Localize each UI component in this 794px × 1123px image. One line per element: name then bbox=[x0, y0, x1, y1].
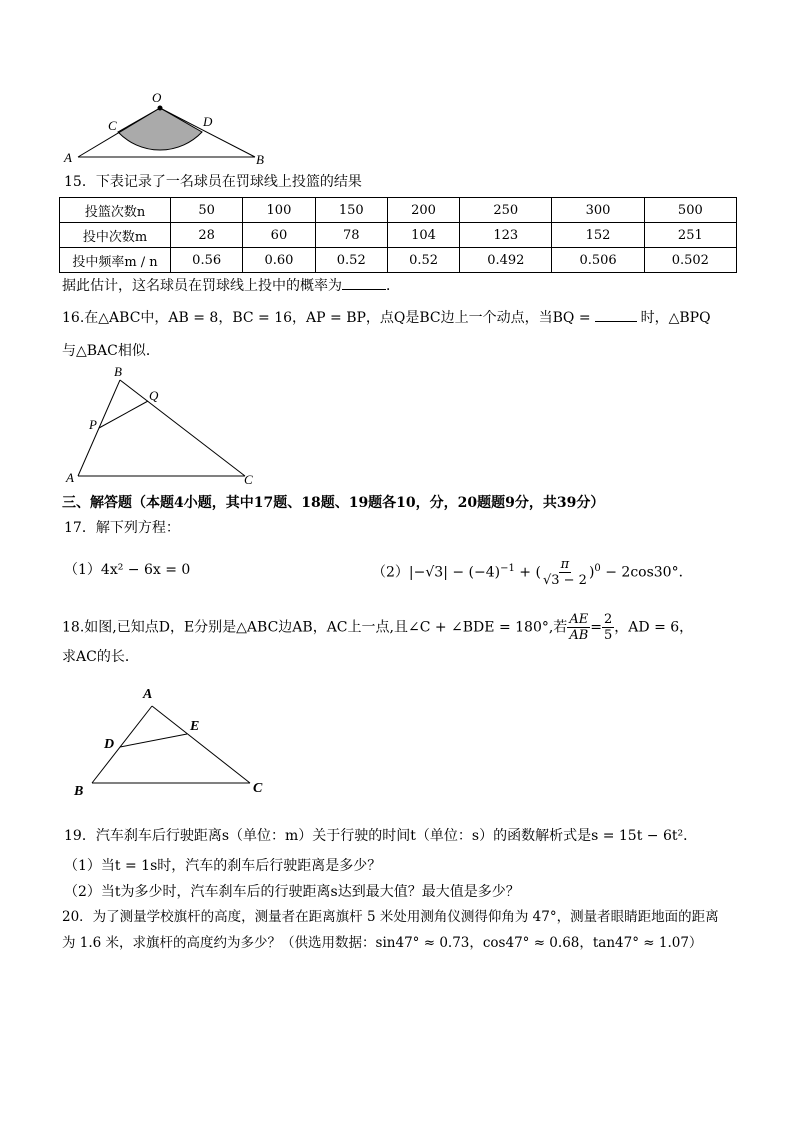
row-label: 投中次数m bbox=[60, 223, 171, 248]
q15-after-end: ． bbox=[386, 278, 400, 294]
q18-line1-b: ，AD = 6， bbox=[614, 619, 694, 636]
label-C: C bbox=[108, 118, 117, 133]
shaded-sector bbox=[118, 108, 202, 150]
row-label: 投中频率m / n bbox=[60, 248, 171, 273]
label-P: P bbox=[89, 417, 97, 432]
q18-fraction-2-5 bbox=[602, 612, 614, 643]
table-cell: 0.502 bbox=[644, 248, 736, 273]
table-cell: 152 bbox=[552, 223, 644, 248]
table-cell: 0.492 bbox=[460, 248, 552, 273]
q17-p2-exp0: 0 bbox=[594, 563, 601, 574]
q17-title: 17．解下列方程： bbox=[64, 520, 180, 536]
line-BC bbox=[120, 380, 245, 476]
triangle-ade-figure bbox=[70, 682, 280, 800]
q18-frac2-den: 5 bbox=[604, 628, 613, 643]
table-cell: 251 bbox=[644, 223, 736, 248]
label-B: B bbox=[256, 152, 264, 167]
q17-part1: （1）4x² − 6x = 0 bbox=[64, 562, 191, 578]
q18-line1-a: 18.如图,已知点D，E分别是△ABC边AB，AC上一点,且∠C + ∠BDE = 180°,若 bbox=[62, 619, 568, 636]
q17-p2-end: − 2cos30°． bbox=[600, 564, 693, 581]
q18-frac1-num: AE bbox=[569, 612, 589, 627]
q15-after-text: 据此估计，这名球员在罚球线上投中的概率为 bbox=[62, 278, 342, 294]
q15-text: 15．下表记录了一名球员在罚球线上投篮的结果 bbox=[64, 174, 362, 190]
table-cell: 0.60 bbox=[243, 248, 315, 273]
q18-line1 bbox=[62, 612, 693, 643]
q17-p2-close: ) bbox=[588, 564, 595, 581]
label-O: O bbox=[152, 90, 162, 105]
table-cell: 0.52 bbox=[315, 248, 387, 273]
q18-fraction-ae-ab bbox=[567, 612, 590, 643]
sector-figure bbox=[60, 88, 270, 168]
table-cell: 500 bbox=[644, 198, 736, 223]
q15-answer-line bbox=[62, 276, 400, 296]
label-C: C bbox=[244, 472, 253, 487]
q16-line1-b: 时，△BPQ bbox=[640, 310, 711, 326]
label-A: A bbox=[143, 687, 153, 702]
q19-line1: 19．汽车刹车后行驶距离s（单位：m）关于行驶的时间t（单位：s）的函数解析式是s = 15t − 6t²． bbox=[64, 828, 698, 844]
label-E: E bbox=[190, 719, 200, 734]
line-DE bbox=[120, 734, 187, 747]
q17-p2-label: （2） bbox=[372, 564, 409, 581]
q17-p2-plus: + ( bbox=[514, 564, 541, 581]
table-cell: 50 bbox=[171, 198, 243, 223]
label-Q: Q bbox=[149, 388, 159, 403]
line-PQ bbox=[99, 401, 148, 428]
label-A: A bbox=[66, 470, 74, 485]
label-C: C bbox=[253, 781, 263, 796]
table-cell: 0.56 bbox=[171, 248, 243, 273]
q18-eq: = bbox=[590, 619, 602, 636]
q20-line2: 为 1.6 米，求旗杆的高度约为多少？（供选用数据：sin47° ≈ 0.73，cos47° ≈ 0.68，tan47° ≈ 1.07） bbox=[62, 935, 703, 951]
q17-p2-exp1: −1 bbox=[500, 563, 515, 574]
table-row bbox=[60, 223, 737, 248]
table-cell: 200 bbox=[387, 198, 459, 223]
q20-line1: 20．为了测量学校旗杆的高度，测量者在距离旗杆 5 米处用测角仪测得仰角为 47°，测量者眼睛距地面的距离 bbox=[62, 909, 719, 925]
table-cell: 28 bbox=[171, 223, 243, 248]
label-B: B bbox=[114, 366, 122, 379]
q18-line2: 求AC的长． bbox=[62, 649, 139, 665]
table-cell: 78 bbox=[315, 223, 387, 248]
q19-part2: （2）当t为多少时，汽车刹车后的行驶距离s达到最大值？最大值是多少？ bbox=[64, 884, 520, 900]
label-A: A bbox=[64, 150, 72, 165]
table-cell: 104 bbox=[387, 223, 459, 248]
q19-part1: （1）当t = 1s时，汽车的刹车后行驶距离是多少？ bbox=[64, 858, 382, 874]
label-B: B bbox=[74, 784, 84, 799]
q16-line1 bbox=[62, 308, 711, 328]
table-cell: 150 bbox=[315, 198, 387, 223]
q16-line1-a: 16.在△ABC中，AB = 8，BC = 16，AP = BP，点Q是BC边上一个动点，当BQ = bbox=[62, 310, 591, 326]
table-cell: 100 bbox=[243, 198, 315, 223]
table-cell: 60 bbox=[243, 223, 315, 248]
label-D: D bbox=[203, 114, 213, 129]
point-O bbox=[158, 106, 163, 111]
q18-frac1-den: AB bbox=[569, 628, 589, 643]
table-cell: 0.506 bbox=[552, 248, 644, 273]
q17-part2 bbox=[372, 552, 693, 590]
q17-p2-den: √3 − 2 bbox=[542, 573, 587, 589]
line-AB bbox=[92, 706, 152, 783]
table-row bbox=[60, 198, 737, 223]
table-cell: 250 bbox=[460, 198, 552, 223]
label-D: D bbox=[104, 737, 115, 752]
section-3-heading: 三、解答题（本题4小题，其中17题、18题、19题各10，分，20题题9分，共39分） bbox=[62, 495, 605, 511]
q17-p2-num: π bbox=[560, 557, 570, 573]
table-cell: 0.52 bbox=[387, 248, 459, 273]
triangle-bpq-figure bbox=[62, 366, 262, 490]
answer-blank[interactable] bbox=[342, 289, 386, 290]
row-label: 投篮次数n bbox=[60, 198, 171, 223]
table-row bbox=[60, 248, 737, 273]
answer-blank[interactable] bbox=[595, 321, 637, 322]
frequency-table bbox=[59, 197, 737, 273]
q17-p2-fraction bbox=[541, 557, 589, 588]
q16-line2: 与△BAC相似． bbox=[62, 343, 160, 359]
q18-frac2-num: 2 bbox=[604, 612, 613, 627]
q17-p2-a: |−√3| − (−4) bbox=[408, 564, 501, 581]
table-cell: 123 bbox=[460, 223, 552, 248]
table-cell: 300 bbox=[552, 198, 644, 223]
line-AC bbox=[152, 706, 250, 783]
